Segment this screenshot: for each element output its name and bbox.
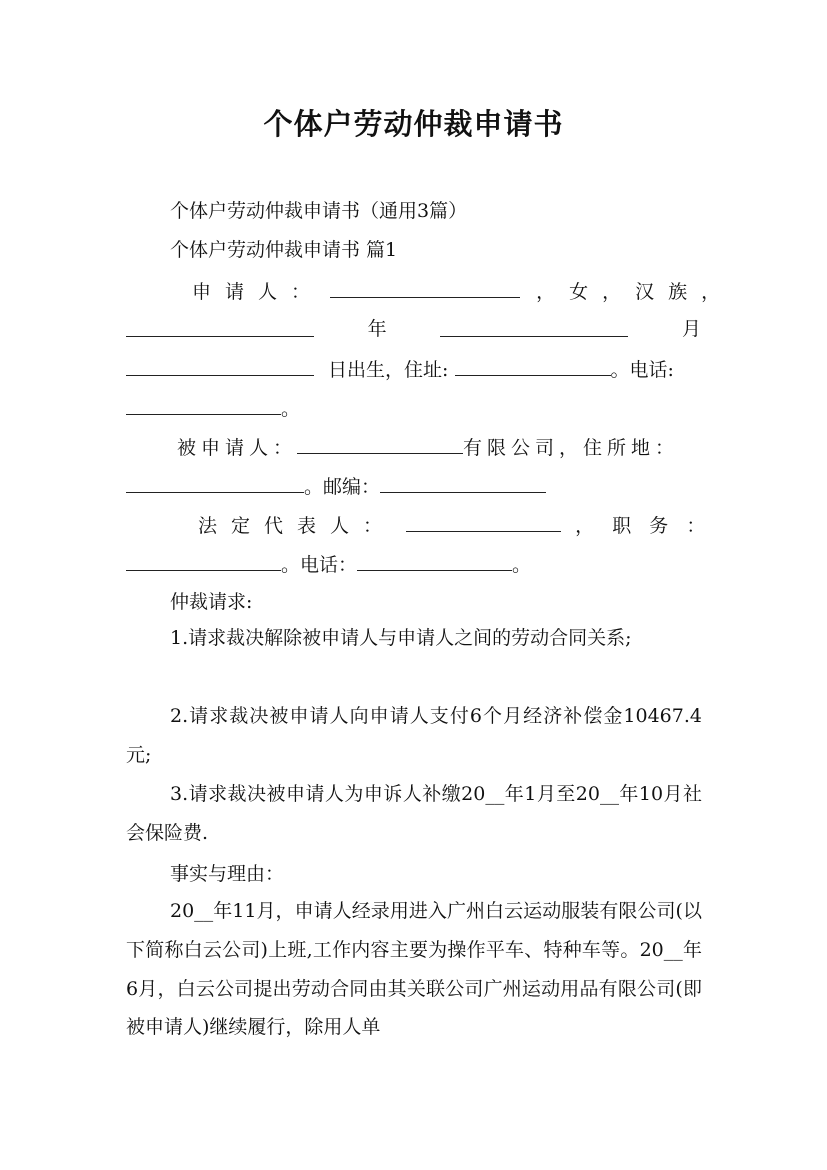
phone-line: 。 <box>126 394 701 422</box>
born-label: 日出生，住址: <box>328 359 449 381</box>
facts-body: 20__年11月，申请人经录用进入广州白云运动服装有限公司(以下简称白云公司)上班,工作内容主要为操作平车、特种车等。20__年6月，白云公司提出劳动合同由其关联公司广州运动用品有限公司(即被申请人)继续履行，除用人单 <box>126 900 702 1039</box>
document-subtitle: 个体户劳动仲裁申请书（通用3篇） <box>170 200 468 222</box>
respondent-label: 被申请人： <box>177 437 298 459</box>
phone-label-2: 。电话： <box>281 554 358 576</box>
postcode-label: 。邮编： <box>304 476 381 498</box>
respondent-line <box>177 433 701 461</box>
applicant-label: 申请人： <box>192 281 325 303</box>
residence-blank <box>126 472 304 493</box>
month-label: 月 <box>681 318 701 340</box>
birth-day-blank <box>126 355 314 376</box>
birth-year-blank <box>126 316 314 337</box>
legal-rep-label: 法定代表人： <box>198 515 397 537</box>
postcode-blank <box>380 472 546 493</box>
legal-rep-line <box>198 511 708 539</box>
birth-address-line <box>126 355 701 383</box>
postcode-line <box>126 472 701 500</box>
phone-blank <box>126 394 281 415</box>
claims-heading: 仲裁请求: <box>170 591 253 613</box>
respondent-company: 有限公司，住所地： <box>463 437 680 459</box>
legal-phone-blank <box>357 550 512 571</box>
year-label: 年 <box>367 318 387 340</box>
section-heading: 个体户劳动仲裁申请书 篇1 <box>170 239 398 261</box>
position-label: ， 职 务 ： <box>575 515 708 537</box>
applicant-attrs: ，女，汉族， <box>536 281 735 303</box>
respondent-name-blank <box>297 433 463 454</box>
birth-year-month-line <box>126 316 701 342</box>
claim-3: 3.请求裁决被申请人为申诉人补缴20__年1月至20__年10月社会保险费. <box>126 783 702 844</box>
applicant-name-blank <box>330 277 520 298</box>
legal-rep-blank <box>406 511 561 532</box>
legal-phone-line: 。电话： 。 <box>126 550 701 578</box>
facts-heading: 事实与理由： <box>170 863 285 885</box>
address-blank <box>455 355 611 376</box>
phone-label: 。电话: <box>610 359 674 381</box>
claim-2: 2.请求裁决被申请人向申请人支付6个月经济补偿金10467.4元; <box>126 705 702 766</box>
claim-1: 1.请求裁决解除被申请人与申请人之间的劳动合同关系; <box>170 627 632 649</box>
birth-month-blank <box>440 316 628 337</box>
position-blank <box>126 550 281 571</box>
applicant-line <box>192 277 735 305</box>
document-title: 个体户劳动仲裁申请书 <box>263 107 564 141</box>
